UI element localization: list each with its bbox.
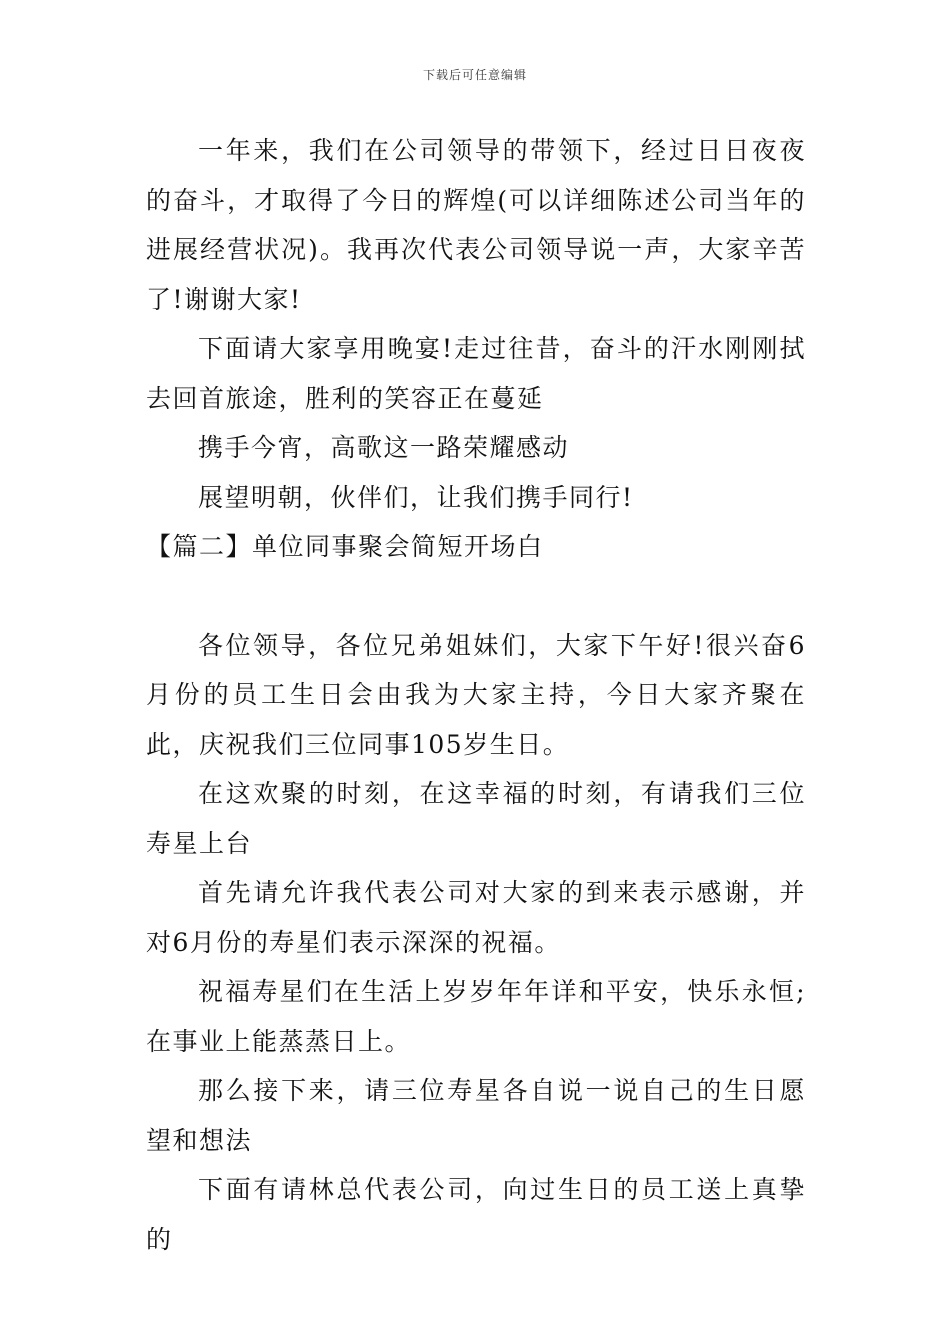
paragraph: 在这欢聚的时刻，在这幸福的时刻，有请我们三位寿星上台	[146, 779, 806, 858]
header-note: 下载后可任意编辑	[422, 68, 527, 82]
section-heading: 【篇二】单位同事聚会简短开场白	[146, 532, 544, 561]
paragraph: 一年来，我们在公司领导的带领下，经过日日夜夜的奋斗，才取得了今日的辉煌(可以详细陈述公司当年的进展经营状况)。我再次代表公司领导说一声，大家辛苦了!谢谢大家!	[146, 136, 806, 314]
paragraph: 首先请允许我代表公司对大家的到来表示感谢，并对6月份的寿星们表示深深的祝福。	[146, 878, 806, 957]
paragraph: 祝福寿星们在生活上岁岁年年详和平安，快乐永恒;在事业上能蒸蒸日上。	[146, 977, 806, 1056]
document-body	[146, 126, 806, 1264]
paragraph: 展望明朝，伙伴们，让我们携手同行!	[198, 482, 634, 512]
paragraph: 携手今宵，高歌这一路荣耀感动	[198, 433, 570, 462]
paragraph: 各位领导，各位兄弟姐妹们，大家下午好!很兴奋6月份的员工生日会由我为大家主持，今日大家齐聚在此，庆祝我们三位同事105岁生日。	[146, 630, 806, 759]
paragraph: 那么接下来，请三位寿星各自说一说自己的生日愿望和想法	[146, 1076, 806, 1155]
paragraph: 下面请大家享用晚宴!走过往昔，奋斗的汗水刚刚拭去回首旅途，胜利的笑容正在蔓延	[146, 334, 806, 413]
paragraph: 下面有请林总代表公司，向过生日的员工送上真挚的	[146, 1175, 806, 1254]
